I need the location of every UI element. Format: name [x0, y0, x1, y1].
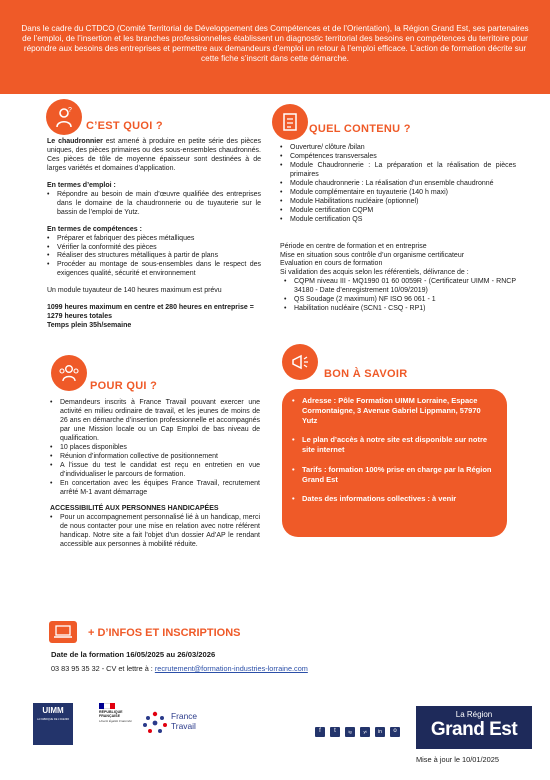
linkedin-icon[interactable]: in	[375, 727, 385, 737]
certification-list	[280, 278, 516, 314]
list-item: • Réaliser des structures métalliques à partir de plans	[47, 252, 261, 261]
list-item: • Préparer et fabriquer des pièces métalliques	[47, 235, 261, 244]
emploi-title: En termes d’emploi :	[47, 181, 116, 189]
period-line: Si validation des acquis selon les référentiels, délivrance de :	[280, 269, 469, 277]
list-item: • Ouverture/ clôture /bilan	[280, 144, 516, 153]
people-group-icon	[51, 355, 87, 391]
pour-qui-title: POUR QUI ?	[90, 380, 158, 392]
contenu-list	[280, 144, 516, 225]
quel-contenu-title: QUEL CONTENU ?	[309, 123, 411, 135]
infos-title: + D’INFOS ET INSCRIPTIONS	[88, 627, 241, 639]
list-item: • A l’issue du test le candidat est reçu en entretien en vue d’individualiser le parcours de formation.	[50, 462, 260, 480]
bon-a-savoir-list	[292, 396, 497, 504]
uimm-sub: LA FABRIQUE DE L’AVENIR	[36, 718, 70, 722]
accessibility-title: ACCESSIBILITÉ AUX PERSONNES HANDICAPÉES	[50, 505, 219, 513]
cest-quoi-section	[47, 138, 261, 331]
period-line: Période en centre de formation et en entreprise	[280, 242, 427, 250]
quel-contenu-section	[280, 144, 516, 314]
intro-paragraph	[47, 138, 261, 174]
cest-quoi-title: C’EST QUOI ?	[86, 120, 163, 132]
uimm-label: UIMM	[42, 706, 64, 715]
intro-rest: est amené à produire en petite série des pièces uniques, des pièces primaires ou des sous-ensembles chaudronnés. Ces pièces de tôle de moyenne épaisseur sont destinées à de larges variétés et domaines d’application.	[47, 138, 261, 172]
rf-label: RÉPUBLIQUE FRANÇAISE	[99, 710, 123, 718]
instagram-icon[interactable]: ig	[345, 727, 355, 737]
france-travail-name	[171, 712, 197, 731]
region-label-1: La Région	[455, 710, 493, 719]
list-item: • CQPM niveau III - MQ1990 01 60 0059R - (Certificateur UIMM - RNCP 34180 - Date d’enregistrement 10/09/2019)	[284, 278, 516, 296]
emploi-list	[47, 191, 261, 218]
hours-total: 1099 heures maximum en centre et 280 heures en entreprise = 1279 heures totales	[47, 304, 254, 321]
list-item: • Module certification QS	[280, 216, 516, 225]
period-line: Mise en situation sous contrôle d’un organisme certificateur	[280, 251, 465, 259]
uimm-logo	[33, 703, 73, 745]
thinking-person-icon	[46, 99, 82, 135]
website-icon[interactable]: o	[390, 727, 400, 737]
france-travail-line2: Travail	[171, 720, 196, 731]
update-date: Mise à jour le 10/01/2025	[416, 755, 499, 764]
list-item: • Procéder au montage de sous-ensembles dans le respect des exigences qualité, sécurité et environnement	[47, 261, 261, 279]
list-item: • Le plan d’accès à notre site est disponible sur notre site internet	[292, 435, 497, 455]
accessibility-list	[50, 514, 260, 550]
bon-a-savoir-box	[282, 389, 507, 537]
france-travail-logo	[141, 708, 211, 738]
bon-a-savoir-title: BON À SAVOIR	[324, 368, 408, 380]
list-item: • Module Chaudronnerie : La préparation et la réalisation de pièces primaires	[280, 162, 516, 180]
france-travail-icon	[141, 710, 169, 736]
facebook-icon[interactable]: f	[315, 727, 325, 737]
france-travail-line1: France	[171, 711, 198, 721]
list-item: • Répondre au besoin de main d’œuvre qualifiée des entreprises dans le domaine de la chaudronnerie ou de tuyauterie sur le bassin de l’emploi de Yutz.	[47, 191, 261, 218]
list-item: • En concertation avec les équipes France Travail, recrutement arrêté M-1 avant démarrage	[50, 480, 260, 498]
youtube-icon[interactable]: yt	[360, 727, 370, 737]
list-item: • Demandeurs inscrits à France Travail pouvant exercer une activité en milieu ordinaire de travail, et les jeunes de moins de 26 ans en démarche d’insertion professionnelle et accompagnés par une Mission locale ou un Cap Emploi de bas niveau de qualification.	[50, 399, 260, 444]
pour-qui-list	[50, 399, 260, 497]
intro-text: Dans le cadre du CTDCO (Comité Territorial de Développement des Compétences et de l’Orientation), la Région Grand Est, ses partenaires de l’emploi, de l’insertion et les branches professionnelles établissent un diagnostic territorial des besoins en compétences du territoire pour répondre aux besoins des entreprises et permettre aux demandeurs d’emploi un retour à l’emploi efficace. L’action de formation décrite sur cette fiche s’inscrit dans cette démarche.	[21, 24, 529, 64]
competences-title: En termes de compétences :	[47, 225, 142, 233]
french-flag-icon	[99, 703, 115, 709]
contact-line	[51, 664, 308, 673]
region-grand-est-logo	[416, 706, 532, 749]
list-item: • Habilitation nucléaire (SCN1 - CSQ - RP1)	[284, 305, 516, 314]
list-item: • Pour un accompagnement personnalisé lié à un handicap, merci de nous contacter pour une mise en relation avec notre référent handicap. Notre site a fait l’objet d’un dossier Ad’AP le rendant accessible aux personnes à mobilité réduite.	[50, 514, 260, 550]
list-item: • Dates des informations collectives : à venir	[292, 494, 497, 504]
module-note: Un module tuyauteur de 140 heures maximum est prévu	[47, 287, 222, 295]
list-item: • Module Habilitations nucléaire (optionnel)	[280, 198, 516, 207]
laptop-icon	[49, 621, 77, 643]
list-item: • QS Soudage (2 maximum) NF ISO 96 061 - 1	[284, 296, 516, 305]
checklist-icon	[272, 104, 308, 140]
list-item: • Adresse : Pôle Formation UIMM Lorraine, Espace Cormontaigne, 3 Avenue Gabriel Lippmann, 57970 Yutz	[292, 396, 497, 425]
pour-qui-section	[50, 399, 260, 550]
contact-email-link[interactable]: recrutement@formation-industries-lorraine.com	[154, 664, 308, 673]
list-item: • Réunion d’information collective de positionnement	[50, 453, 260, 462]
contact-phone: 03 83 95 35 32 - CV et lettre à :	[51, 664, 155, 673]
list-item: • Module chaudronnerie : La réalisation d’un ensemble chaudronné	[280, 180, 516, 189]
twitter-icon[interactable]: t	[330, 727, 340, 737]
list-item: • Vérifier la conformité des pièces	[47, 244, 261, 253]
intro-banner	[0, 0, 550, 94]
megaphone-icon	[282, 344, 318, 380]
hours-week: Temps plein 35h/semaine	[47, 322, 132, 330]
list-item: • Module certification CQPM	[280, 207, 516, 216]
training-dates: Date de la formation 16/05/2025 au 26/03/2026	[51, 650, 216, 659]
list-item: • Tarifs : formation 100% prise en charge par la Région Grand Est	[292, 465, 497, 485]
list-item: • Compétences transversales	[280, 153, 516, 162]
competences-list	[47, 235, 261, 280]
trade-name: Le chaudronnier	[47, 138, 103, 145]
republique-francaise-logo	[99, 703, 139, 743]
svg-text:?: ?	[68, 107, 72, 114]
list-item: • Module complémentaire en tuyauterie (140 h maxi)	[280, 189, 516, 198]
list-item: • 10 places disponibles	[50, 444, 260, 453]
region-label-2: Grand Est	[430, 719, 518, 741]
rf-motto: Liberté Égalité Fraternité	[99, 718, 132, 723]
period-line: Evaluation en cours de formation	[280, 260, 383, 268]
